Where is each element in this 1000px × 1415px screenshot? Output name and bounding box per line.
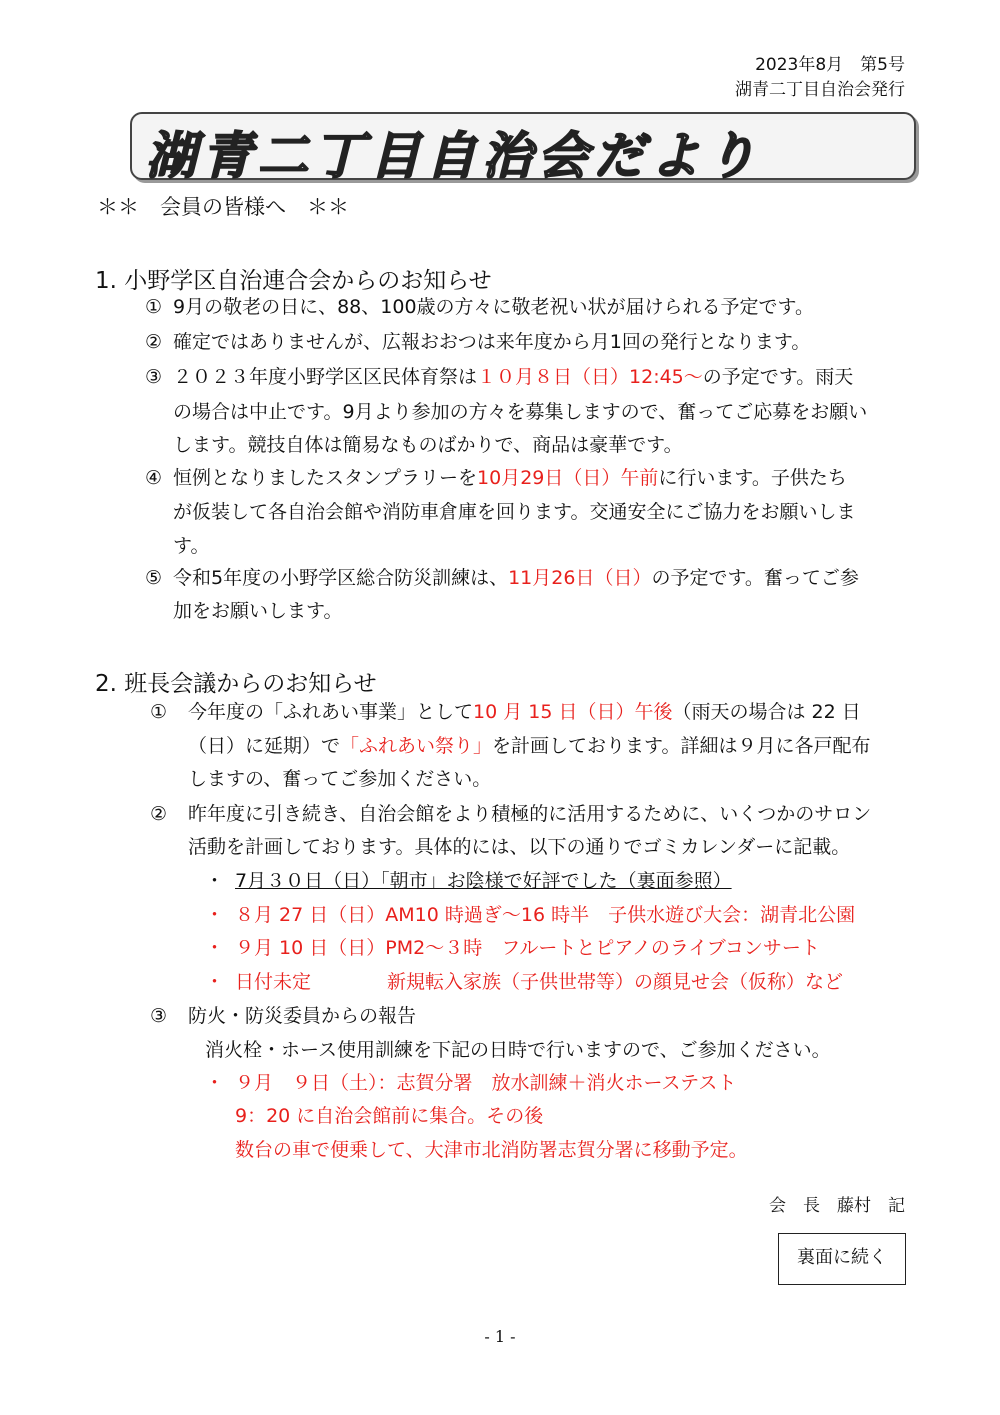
s1-item5-line1	[145, 569, 859, 588]
s2-item1-date: 10 月 15 日（日）午後	[473, 701, 673, 723]
s1-item4-line3: す。	[173, 535, 210, 557]
s2-item1-line3: しますの、奮ってご参加ください。	[188, 768, 492, 790]
drill-row	[205, 1074, 736, 1093]
signature: 会 長 藤村 記	[769, 1196, 905, 1216]
drill-bullet: ・	[205, 1072, 225, 1094]
s1-item4-line2: が仮装して各自治会館や消防車倉庫を回ります。交通安全にご協力をお願いしま	[173, 501, 856, 523]
s1-item1-num: ①	[145, 296, 163, 318]
s2-item1-text-e: を計画しております。詳細は９月に各戸配布	[492, 735, 871, 757]
drill-transport: 数台の車で便乗して、大津市北消防署志賀分署に移動予定。	[235, 1139, 748, 1161]
s2-item3-text-a: 防火・防災委員からの報告	[188, 1005, 417, 1027]
s1-item3-text-a: ２０２３年度小野学区区民体育祭は	[173, 366, 478, 388]
event-row	[205, 872, 732, 891]
s1-item3-date: １０月８日（日）12:45～	[477, 366, 703, 388]
s2-item1-text-c: （雨天の場合は 22 日	[672, 701, 861, 723]
s1-item2-num: ②	[145, 331, 163, 353]
event-text: ８月 27 日（日）AM10 時過ぎ～16 時半 子供水遊び大会：湖青北公園	[235, 904, 856, 926]
s1-item5-text-c: の予定です。奮ってご参	[651, 567, 859, 589]
s1-item5-line2: 加をお願いします。	[173, 600, 343, 622]
event-text: 日付未定 新規転入家族（子供世帯等）の顔見せ会（仮称）など	[235, 971, 844, 993]
s1-item4-date: 10月29日（日）午前	[477, 467, 659, 489]
s2-item2-line2: 活動を計画しております。具体的には、以下の通りでゴミカレンダーに記載。	[188, 836, 851, 858]
s1-item3-line1	[145, 368, 853, 387]
event-bullet: ・	[205, 870, 225, 892]
s1-item5-date: 11月26日（日）	[508, 567, 652, 589]
s1-item4-num: ④	[145, 467, 163, 489]
s1-item4-line1	[145, 469, 847, 488]
greeting: ＊＊ 会員の皆様へ ＊＊	[97, 195, 349, 219]
s1-item3-text-c: の予定です。雨天	[702, 366, 854, 388]
event-row	[205, 939, 820, 958]
s2-item1-text-d: （日）に延期）で	[188, 735, 341, 757]
s2-item2-num: ②	[150, 803, 168, 825]
s1-item4-text-c: に行います。子供たち	[658, 467, 847, 489]
s2-item1-num: ①	[150, 701, 168, 723]
s1-item2-text: 確定ではありませんが、広報おおつは来年度から月1回の発行となります。	[173, 331, 811, 353]
s1-item5-text-a: 令和5年度の小野学区総合防災訓練は、	[173, 567, 509, 589]
event-bullet: ・	[205, 904, 225, 926]
s1-item1-text: 9月の敬老の日に、88、100歳の方々に敬老祝い状が届けられる予定です。	[173, 296, 815, 318]
section2-heading: 2. 班長会議からのお知らせ	[95, 671, 377, 697]
s2-item1-line2	[188, 737, 871, 756]
drill-meeting: 9：20 に自治会館前に集合。その後	[235, 1105, 544, 1127]
event-row	[205, 906, 855, 925]
s1-item5-num: ⑤	[145, 567, 163, 589]
event-bullet: ・	[205, 937, 225, 959]
publisher-label: 湖青二丁目自治会発行	[735, 80, 905, 100]
s2-item1-event: 「ふれあい祭り」	[340, 735, 493, 757]
s2-item3-line1	[150, 1007, 416, 1026]
s2-item2-text-a: 昨年度に引き続き、自治会館をより積極的に活用するために、いくつかのサロン	[188, 803, 872, 825]
drill-title: ９月 ９日（土）：志賀分署 放水訓練＋消火ホーステスト	[235, 1072, 737, 1094]
s1-item4-text-a: 恒例となりましたスタンプラリーを	[173, 467, 478, 489]
event-row	[205, 973, 843, 992]
section1-heading: 1. 小野学区自治連合会からのお知らせ	[95, 268, 492, 294]
s2-item1-line1	[150, 703, 861, 722]
title-banner	[130, 112, 916, 185]
event-text: ９月 10 日（日）PM2～３時 フルートとピアノのライブコンサート	[235, 937, 820, 959]
newsletter-title: 湖青二丁目自治会だより	[146, 127, 762, 185]
s2-item1-text-a: 今年度の「ふれあい事業」として	[188, 701, 474, 723]
s2-item3-num: ③	[150, 1005, 168, 1027]
event-text: 7月３０日（日）「朝市」お陰様で好評でした（裏面参照）	[235, 870, 732, 892]
s1-item3-num: ③	[145, 366, 163, 388]
s1-item2	[145, 333, 810, 352]
continued-box: 裏面に続く	[778, 1233, 906, 1285]
s1-item1	[145, 298, 814, 317]
s1-item3-line3: します。競技自体は簡易なものばかりで、商品は豪華です。	[173, 434, 683, 456]
s2-item2-line1	[150, 805, 871, 824]
event-bullet: ・	[205, 971, 225, 993]
s2-item3-line2: 消火栓・ホース使用訓練を下記の日時で行いますので、ご参加ください。	[205, 1039, 831, 1061]
page-number: - 1 -	[484, 1327, 516, 1346]
s1-item3-line2: の場合は中止です。9月より参加の方々を募集しますので、奮ってご応募をお願い	[173, 401, 868, 423]
issue-label: 2023年8月 第5号	[755, 55, 905, 75]
